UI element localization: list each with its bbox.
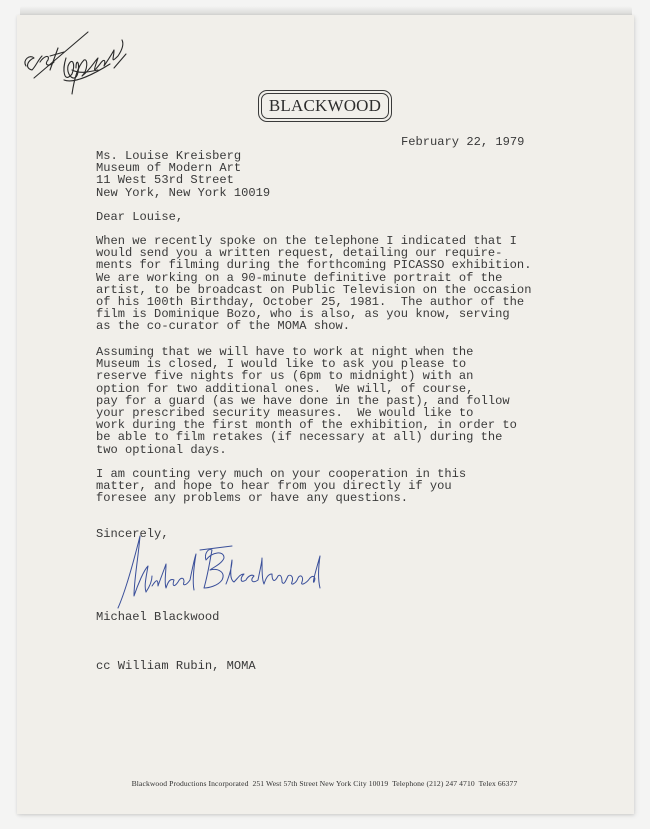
paragraph-line: as the co-curator of the MOMA show. bbox=[96, 319, 351, 334]
address-line: 11 West 53rd Street bbox=[96, 173, 234, 188]
paragraph-line: matter, and hope to hear from you directly if you bbox=[96, 479, 452, 494]
paragraph-line: Museum is closed, I would like to ask you please to bbox=[96, 357, 467, 372]
paragraph-line: When we recently spoke on the telephone I indicated that I bbox=[96, 234, 517, 248]
address-line: Museum of Modern Art bbox=[96, 161, 242, 176]
paragraph-line: Assuming that we will have to work at night when the bbox=[96, 345, 474, 359]
paragraph-line: reserve five nights for us (6pm to midnight) with an bbox=[96, 369, 474, 384]
signer-name: Michael Blackwood bbox=[96, 610, 220, 624]
recipient-address bbox=[96, 150, 270, 199]
paragraph-line: ments for filming during the forthcoming PICASSO exhibition. bbox=[96, 258, 532, 273]
letterhead-logo bbox=[258, 90, 392, 122]
paragraph-line: We are working on a 90-minute definitive portrait of the bbox=[96, 270, 503, 285]
body-paragraph-3 bbox=[96, 468, 466, 505]
paragraph-line: work during the first month of the exhibition, in order to bbox=[96, 418, 517, 433]
paragraph-line: would send you a written request, detailing our require- bbox=[96, 246, 503, 261]
letterhead-footer bbox=[17, 779, 634, 788]
cc-line: cc William Rubin, MOMA bbox=[96, 659, 256, 673]
paragraph-line: of his 100th Birthday, October 25, 1981. The author of the bbox=[96, 295, 525, 310]
paragraph-line: pay for a guard (as we have done in the past), and follow bbox=[96, 393, 510, 408]
address-line: Ms. Louise Kreisberg bbox=[96, 149, 242, 163]
closing: Sincerely, bbox=[96, 527, 169, 541]
footer-telephone: Telephone (212) 247 4710 bbox=[392, 779, 475, 788]
paragraph-line: I am counting very much on your cooperation in this bbox=[96, 467, 467, 481]
paragraph-line: your prescribed security measures. We would like to bbox=[96, 406, 474, 421]
paragraph-line: two optional days. bbox=[96, 442, 227, 457]
footer-address: 251 West 57th Street New York City 10019 bbox=[252, 779, 389, 788]
paragraph-line: artist, to be broadcast on Public Television on the occasion bbox=[96, 282, 532, 297]
paragraph-line: foresee any problems or have any questions. bbox=[96, 491, 409, 506]
footer-telex: Telex 66377 bbox=[478, 779, 518, 788]
handwritten-annotation-icon bbox=[14, 14, 134, 110]
paragraph-line: option for two additional ones. We will, of course, bbox=[96, 381, 474, 396]
logo-text: BLACKWOOD bbox=[261, 93, 389, 119]
body-paragraph-1 bbox=[96, 235, 531, 333]
footer-company: Blackwood Productions Incorporated bbox=[131, 779, 249, 788]
letter-date: February 22, 1979 bbox=[401, 135, 525, 149]
body-paragraph-2 bbox=[96, 346, 517, 456]
signature-icon bbox=[112, 530, 332, 615]
paragraph-line: film is Dominique Bozo, who is also, as you know, serving bbox=[96, 307, 510, 322]
salutation: Dear Louise, bbox=[96, 210, 184, 224]
address-line: New York, New York 10019 bbox=[96, 185, 271, 200]
paragraph-line: be able to film retakes (if necessary at all) during the bbox=[96, 430, 503, 445]
